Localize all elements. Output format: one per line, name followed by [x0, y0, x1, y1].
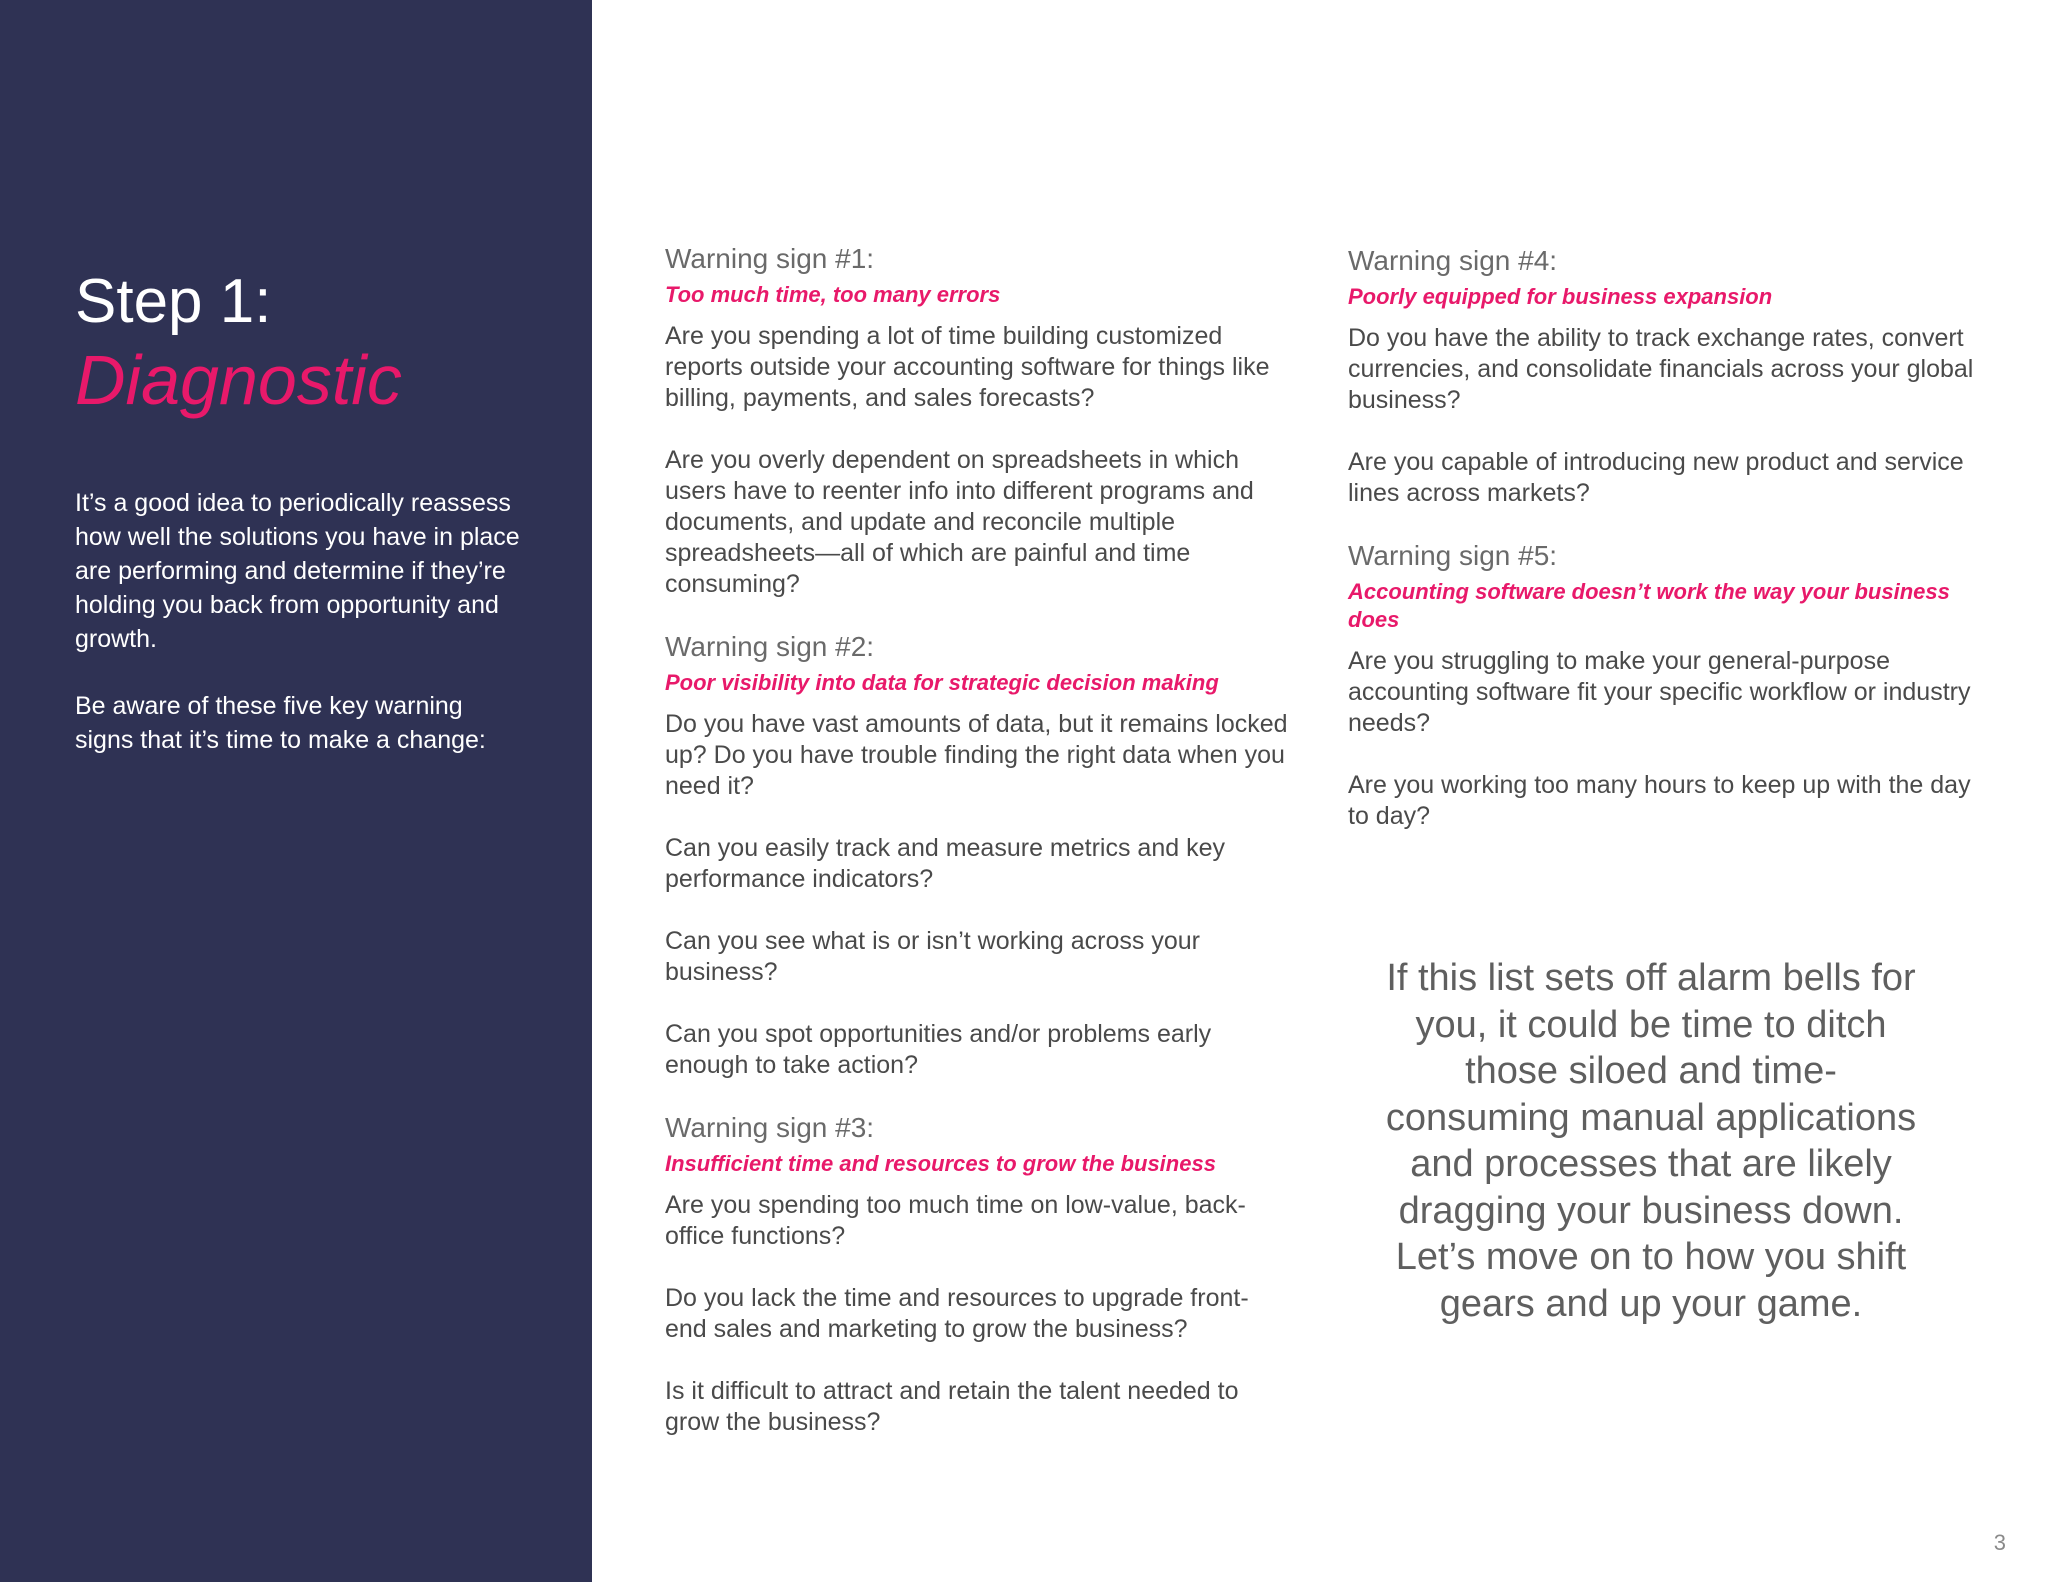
warning-sign-2	[665, 630, 1290, 1081]
warning-sign-subtitle: Poor visibility into data for strategic decision making	[665, 670, 1219, 695]
warning-question: Can you see what is or isn’t working across your business?	[665, 927, 1200, 986]
intro-paragraph: Be aware of these five key warning signs that it’s time to make a change:	[75, 692, 486, 754]
warning-sign-subtitle: Too much time, too many errors	[665, 282, 1001, 307]
warning-question: Do you have the ability to track exchange rates, convert currencies, and consolidate financials across your global business?	[1348, 324, 1974, 414]
warning-sign-subtitle: Poorly equipped for business expansion	[1348, 284, 1773, 309]
warning-sign-3	[665, 1111, 1290, 1438]
warning-sign-label: Warning sign #5:	[1348, 540, 1558, 571]
warning-sign-label: Warning sign #1:	[665, 243, 875, 274]
warning-sign-1	[665, 242, 1290, 600]
warning-question: Is it difficult to attract and retain the talent needed to grow the business?	[665, 1377, 1239, 1436]
intro-paragraph: It’s a good idea to periodically reassess how well the solutions you have in place are performing and determine if they’re holding you back from opportunity and growth.	[75, 489, 520, 653]
warning-question: Do you lack the time and resources to upgrade front-end sales and marketing to grow the business?	[665, 1284, 1249, 1343]
warning-question: Can you easily track and measure metrics and key performance indicators?	[665, 834, 1225, 893]
step-title-name: Diagnostic	[75, 341, 402, 420]
warning-question: Are you spending too much time on low-value, back-office functions?	[665, 1191, 1246, 1250]
warning-column-right	[1348, 244, 1978, 862]
intro-text	[75, 486, 525, 790]
warning-sign-4	[1348, 244, 1978, 509]
warning-question: Can you spot opportunities and/or problems early enough to take action?	[665, 1020, 1212, 1079]
warning-sign-label: Warning sign #3:	[665, 1112, 875, 1143]
warning-question: Are you spending a lot of time building customized reports outside your accounting software for things like billing, payments, and sales forecasts?	[665, 322, 1270, 412]
sidebar	[0, 0, 592, 1582]
warning-sign-subtitle: Accounting software doesn’t work the way your business does	[1348, 579, 1950, 632]
step-title-number: Step 1:	[75, 267, 272, 336]
warning-column-left	[665, 242, 1290, 1468]
warning-sign-5	[1348, 539, 1978, 832]
warning-question: Are you overly dependent on spreadsheets in which users have to reenter info into different programs and documents, and update and reconcile multiple spreadsheets—all of which are painful and time consuming?	[665, 446, 1254, 598]
pull-quote: If this list sets off alarm bells for you, it could be time to ditch those siloed and time-consuming manual applications and processes that are likely dragging your business down. Let’s move on to how you shift gears and up your game.	[1385, 957, 1917, 1325]
warning-question: Do you have vast amounts of data, but it remains locked up? Do you have trouble finding the right data when you need it?	[665, 710, 1288, 800]
warning-question: Are you capable of introducing new product and service lines across markets?	[1348, 448, 1964, 507]
warning-question: Are you struggling to make your general-purpose accounting software fit your specific workflow or industry needs?	[1348, 647, 1971, 737]
warning-sign-label: Warning sign #4:	[1348, 245, 1558, 276]
step-title	[75, 268, 402, 419]
warning-sign-subtitle: Insufficient time and resources to grow the business	[665, 1151, 1216, 1176]
page-number: 3	[1993, 1530, 2006, 1555]
warning-sign-label: Warning sign #2:	[665, 631, 875, 662]
warning-question: Are you working too many hours to keep up with the day to day?	[1348, 771, 1971, 830]
